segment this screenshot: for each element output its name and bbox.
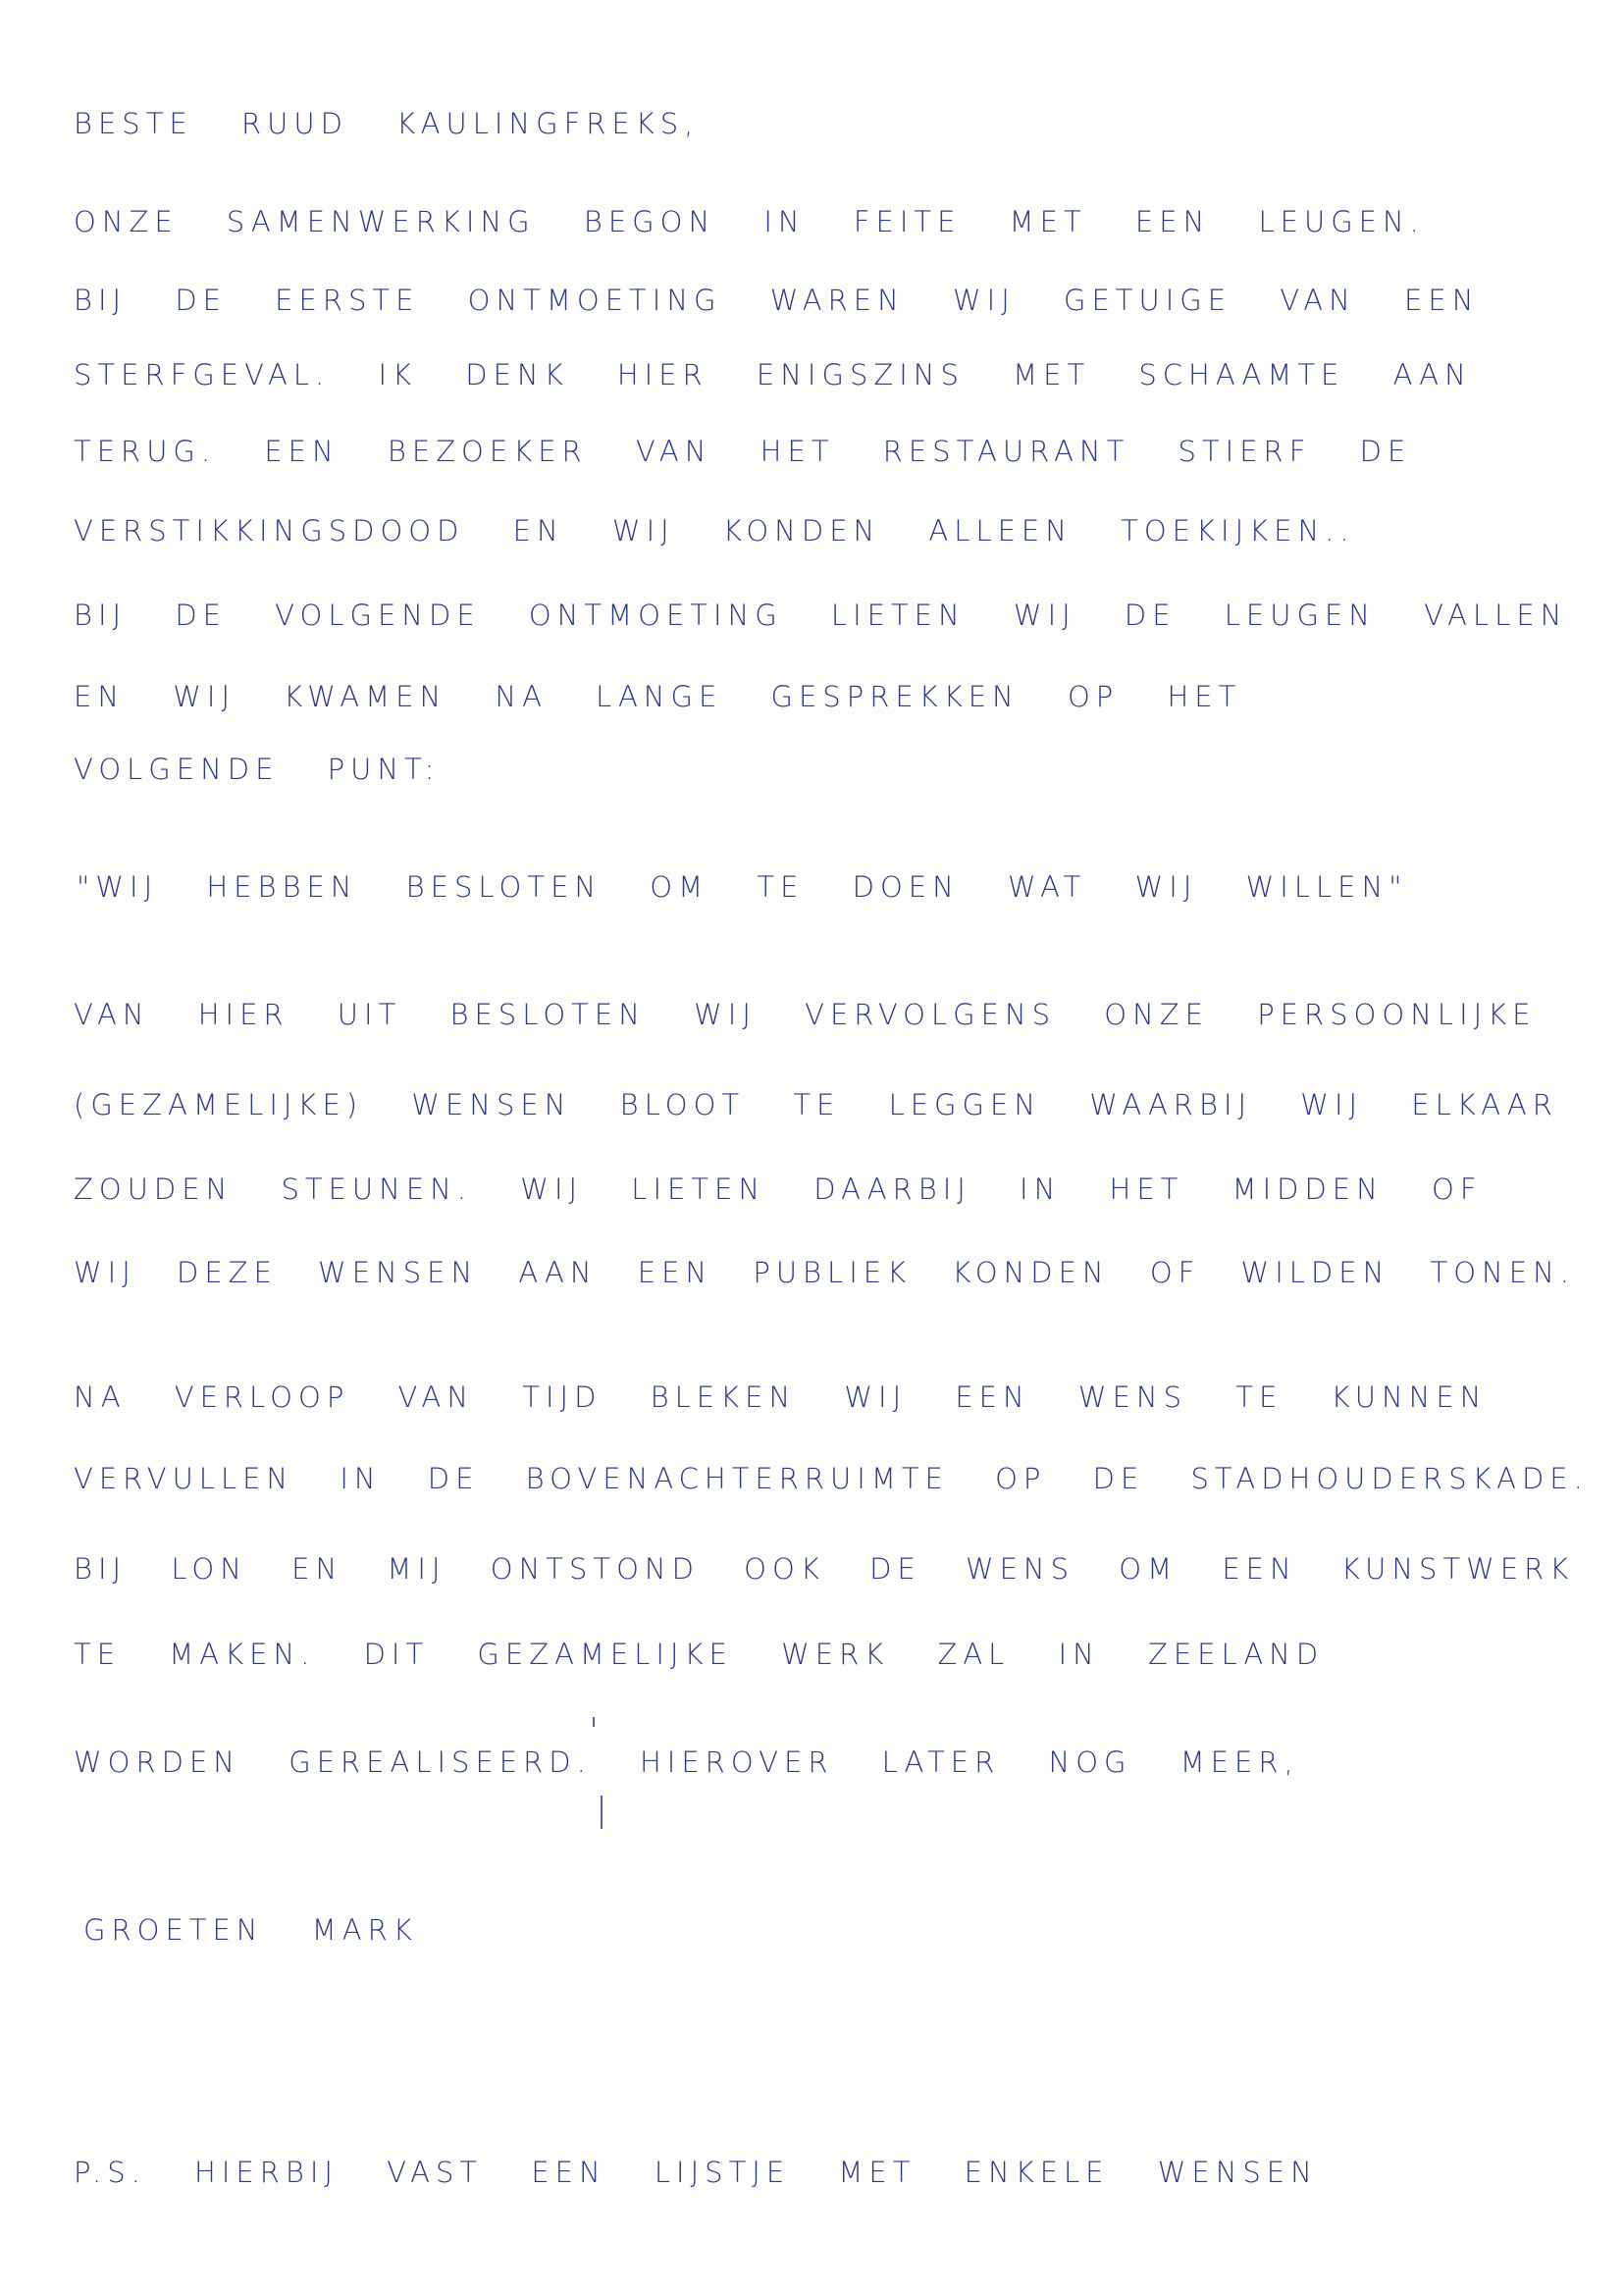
letter-line: VERVULLEN IN DE BOVENACHTERRUIMTE OP DE STADHOUDERSKADE.: [74, 1462, 1589, 1495]
pen-stroke-mark: [593, 1717, 595, 1727]
letter-line: TE MAKEN. DIT GEZAMELIJKE WERK ZAL IN ZEELAND: [74, 1638, 1325, 1671]
letter-line: (GEZAMELIJKE) WENSEN BLOOT TE LEGGEN WAARBIJ WIJ ELKAAR: [74, 1088, 1558, 1121]
letter-closing: GROETEN MARK: [83, 1913, 418, 1947]
letter-line: STERFGEVAL. IK DENK HIER ENIGSZINS MET SCHAAMTE AAN: [74, 358, 1472, 391]
pen-stroke-mark: [601, 1796, 602, 1829]
letter-postscript: P.S. HIERBIJ VAST EEN LIJSTJE MET ENKELE WENSEN: [74, 2156, 1318, 2189]
letter-line: VAN HIER UIT BESLOTEN WIJ VERVOLGENS ONZE PERSOONLIJKE: [74, 998, 1537, 1031]
letter-line: WORDEN GEREALISEERD. HIEROVER LATER NOG MEER,: [74, 1745, 1299, 1779]
letter-line: TERUG. EEN BEZOEKER VAN HET RESTAURANT STIERF DE: [74, 435, 1412, 468]
letter-line: VOLGENDE PUNT:: [74, 753, 441, 786]
letter-line: BIJ LON EN MIJ ONTSTOND OOK DE WENS OM EEN KUNSTWERK: [74, 1552, 1575, 1586]
letter-line: BIJ DE VOLGENDE ONTMOETING LIETEN WIJ DE LEUGEN VALLEN: [74, 599, 1568, 632]
letter-line: BIJ DE EERSTE ONTMOETING WAREN WIJ GETUIGE VAN EEN: [74, 284, 1480, 317]
letter-line: EN WIJ KWAMEN NA LANGE GESPREKKEN OP HET: [74, 680, 1242, 713]
letter-line: VERSTIKKINGSDOOD EN WIJ KONDEN ALLEEN TOEKIJKEN..: [74, 514, 1355, 547]
letter-line: ONZE SAMENWERKING BEGON IN FEITE MET EEN LEUGEN.: [74, 205, 1425, 238]
letter-line: NA VERLOOP VAN TIJD BLEKEN WIJ EEN WENS TE KUNNEN: [74, 1380, 1488, 1414]
letter-line: WIJ DEZE WENSEN AAN EEN PUBLIEK KONDEN OF WILDEN TONEN.: [74, 1256, 1575, 1289]
letter-quote: "WIJ HEBBEN BESLOTEN OM TE DOEN WAT WIJ WILLEN": [77, 870, 1408, 904]
letter-line: ZOUDEN STEUNEN. WIJ LIETEN DAARBIJ IN HET MIDDEN OF: [74, 1172, 1483, 1206]
letter-greeting: BESTE RUUD KAULINGFREKS,: [74, 107, 700, 140]
